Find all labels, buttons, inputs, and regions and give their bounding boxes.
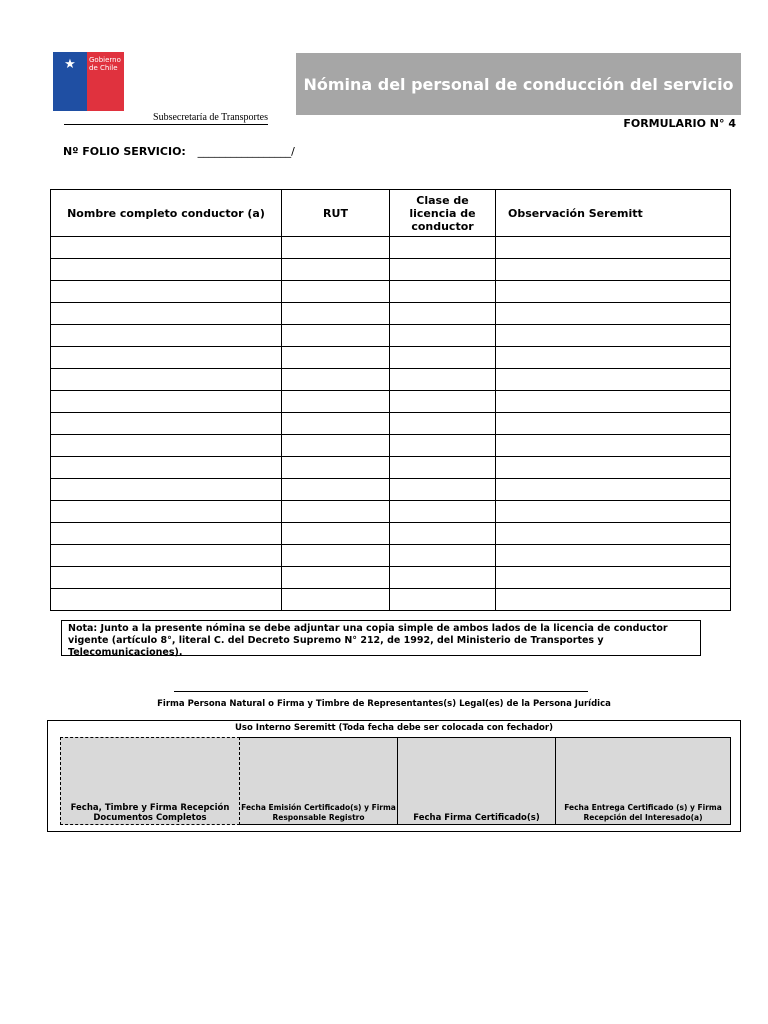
table-cell[interactable]: [390, 589, 496, 611]
col-nombre: Nombre completo conductor (a): [51, 190, 282, 237]
star-icon: ★: [64, 57, 76, 72]
table-row: [51, 545, 731, 567]
entrega-cell: Fecha Entrega Certificado (s) y Firma Recepción del Interesado(a): [556, 737, 731, 825]
table-cell[interactable]: [282, 567, 390, 589]
folio-field[interactable]: [63, 145, 295, 158]
table-cell[interactable]: [390, 281, 496, 303]
table-cell[interactable]: [390, 391, 496, 413]
table-cell[interactable]: [496, 325, 731, 347]
table-cell[interactable]: [51, 479, 282, 501]
table-cell[interactable]: [282, 237, 390, 259]
title-banner: [296, 53, 741, 115]
table-cell[interactable]: [282, 589, 390, 611]
uso-interno-box: [47, 720, 741, 832]
table-cell[interactable]: [51, 259, 282, 281]
table-cell[interactable]: [390, 479, 496, 501]
table-cell[interactable]: [390, 303, 496, 325]
table-cell[interactable]: [390, 347, 496, 369]
table-cell[interactable]: [282, 545, 390, 567]
table-row: [51, 369, 731, 391]
recepcion-cell: Fecha, Timbre y Firma Recepción Documentos Completos: [60, 737, 240, 825]
table-cell[interactable]: [51, 567, 282, 589]
col-observacion: Observación Seremitt: [496, 190, 731, 237]
table-cell[interactable]: [51, 281, 282, 303]
table-row: [51, 391, 731, 413]
table-row: [51, 479, 731, 501]
table-cell[interactable]: [51, 523, 282, 545]
table-cell[interactable]: [496, 435, 731, 457]
table-row: [51, 589, 731, 611]
table-cell[interactable]: [496, 545, 731, 567]
signature-line: [174, 691, 588, 692]
gobierno-logo: [53, 52, 124, 111]
firma-certificado-cell: Fecha Firma Certificado(s): [398, 737, 556, 825]
table-cell[interactable]: [51, 369, 282, 391]
table-cell[interactable]: [390, 237, 496, 259]
table-row: [51, 457, 731, 479]
table-cell[interactable]: [496, 501, 731, 523]
col-clase-licencia: Clase de licencia de conductor: [390, 190, 496, 237]
drivers-table: [50, 189, 731, 611]
table-cell[interactable]: [51, 325, 282, 347]
table-cell[interactable]: [496, 347, 731, 369]
table-cell[interactable]: [282, 435, 390, 457]
table-cell[interactable]: [282, 259, 390, 281]
table-cell[interactable]: [496, 259, 731, 281]
table-cell[interactable]: [496, 391, 731, 413]
table-cell[interactable]: [390, 413, 496, 435]
table-cell[interactable]: [282, 523, 390, 545]
table-cell[interactable]: [51, 501, 282, 523]
logo-text: Gobierno de Chile: [89, 56, 121, 72]
table-cell[interactable]: [390, 523, 496, 545]
table-cell[interactable]: [496, 523, 731, 545]
table-cell[interactable]: [282, 457, 390, 479]
table-cell[interactable]: [496, 457, 731, 479]
table-cell[interactable]: [282, 369, 390, 391]
table-row: [51, 347, 731, 369]
table-cell[interactable]: [282, 281, 390, 303]
form-number: FORMULARIO N° 4: [623, 117, 736, 130]
table-cell[interactable]: [282, 325, 390, 347]
table-cell[interactable]: [496, 479, 731, 501]
table-cell[interactable]: [51, 237, 282, 259]
subsecretaria-label: Subsecretaría de Transportes: [64, 112, 268, 125]
table-cell[interactable]: [51, 347, 282, 369]
table-cell[interactable]: [496, 589, 731, 611]
table-cell[interactable]: [282, 413, 390, 435]
table-cell[interactable]: [51, 303, 282, 325]
table-row: [51, 435, 731, 457]
table-cell[interactable]: [51, 457, 282, 479]
table-cell[interactable]: [51, 545, 282, 567]
table-cell[interactable]: [51, 391, 282, 413]
table-cell[interactable]: [390, 501, 496, 523]
table-row: [51, 259, 731, 281]
table-row: [51, 281, 731, 303]
table-cell[interactable]: [496, 303, 731, 325]
folio-label: Nº FOLIO SERVICIO:: [63, 145, 186, 158]
folio-line: _________________/: [197, 145, 295, 158]
nota-box: Nota: Junto a la presente nómina se debe adjuntar una copia simple de ambos lados de la licencia de conductor vigente (artículo 8°, literal C. del Decreto Supremo N° 212, de 1992, del Ministerio de Transportes y Telecomunicaciones).: [61, 620, 701, 656]
table-cell[interactable]: [51, 435, 282, 457]
table-cell[interactable]: [282, 347, 390, 369]
table-cell[interactable]: [282, 479, 390, 501]
table-row: [51, 325, 731, 347]
page-title: Nómina del personal de conducción del servicio: [303, 74, 734, 94]
table-cell[interactable]: [390, 369, 496, 391]
table-cell[interactable]: [282, 501, 390, 523]
table-cell[interactable]: [390, 259, 496, 281]
emision-cell: Fecha Emisión Certificado(s) y Firma Responsable Registro: [240, 737, 398, 825]
signature-caption: Firma Persona Natural o Firma y Timbre de Representantes(s) Legal(es) de la Persona Jurídica: [157, 699, 611, 709]
table-cell[interactable]: [496, 237, 731, 259]
table-cell[interactable]: [51, 589, 282, 611]
table-cell[interactable]: [496, 369, 731, 391]
table-cell[interactable]: [390, 567, 496, 589]
col-rut: RUT: [282, 190, 390, 237]
table-row: [51, 523, 731, 545]
table-cell[interactable]: [390, 457, 496, 479]
table-cell[interactable]: [496, 281, 731, 303]
table-cell[interactable]: [282, 303, 390, 325]
table-cell[interactable]: [496, 413, 731, 435]
table-cell[interactable]: [496, 567, 731, 589]
table-row: [51, 413, 731, 435]
table-cell[interactable]: [390, 325, 496, 347]
table-cell[interactable]: [282, 391, 390, 413]
table-row: [51, 501, 731, 523]
table-cell[interactable]: [390, 545, 496, 567]
table-cell[interactable]: [390, 435, 496, 457]
table-cell[interactable]: [51, 413, 282, 435]
table-row: [51, 567, 731, 589]
uso-interno-title: Uso Interno Seremitt (Toda fecha debe ser colocada con fechador): [235, 723, 553, 733]
table-row: [51, 303, 731, 325]
table-row: [51, 237, 731, 259]
